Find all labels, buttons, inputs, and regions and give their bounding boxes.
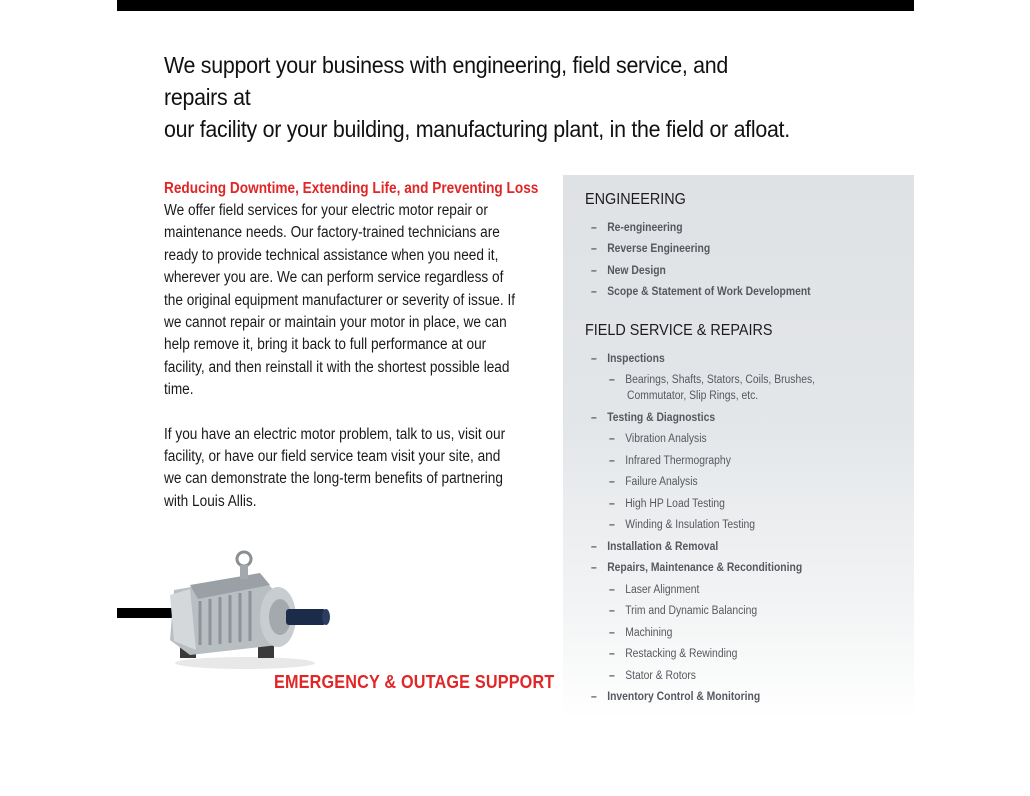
list-item: – New Design <box>591 265 666 277</box>
field-service-title: FIELD SERVICE & REPAIRS <box>585 322 773 339</box>
list-item: – Reverse Engineering <box>591 243 711 255</box>
sub-list-item: – Failure Analysis <box>609 476 698 488</box>
paragraph-2: If you have an electric motor problem, talk to us, visit our facility, or have our field service team visit your site, and we can demonstrate the long-term benefits of partnering with Louis Allis. <box>164 425 506 510</box>
sub-list-item: – Infrared Thermography <box>609 455 731 467</box>
list-item: – Testing & Diagnostics <box>591 412 716 424</box>
list-item: – Scope & Statement of Work Development <box>591 286 811 298</box>
list-item: – Inventory Control & Monitoring <box>591 691 761 703</box>
list-item: – Re-engineering <box>591 222 683 234</box>
electric-motor-image <box>160 545 330 670</box>
section-heading: Reducing Downtime, Extending Life, and Preventing Loss <box>164 180 539 197</box>
sub-list-item: – Winding & Insulation Testing <box>609 519 756 531</box>
paragraph-1: We offer field services for your electric motor repair or maintenance needs. Our factory-trained technicians are ready to provide technical assistance when you need it, wherever you are. We can perform service regardless of the original equipment manufacturer or severity of issue. If we cannot repair or maintain your motor in place, we can help remove it, bring it back to full performance at our facility, and then reinstall it with the shortest possible lead time. <box>164 202 516 399</box>
intro-line-2: our facility or your building, manufacturing plant, in the field or afloat. <box>164 116 790 142</box>
emergency-support-heading: EMERGENCY & OUTAGE SUPPORT <box>274 672 555 692</box>
sub-list-item: – Stator & Rotors <box>609 670 696 682</box>
list-item: – Installation & Removal <box>591 541 719 553</box>
top-bar <box>117 0 914 11</box>
sub-list-item: – Machining <box>609 627 673 639</box>
sub-list-item: – Restacking & Rewinding <box>609 648 738 660</box>
sub-list-item: – Bearings, Shafts, Stators, Coils, Brushes, <box>609 374 816 386</box>
sub-list-item: – High HP Load Testing <box>609 498 725 510</box>
list-item: – Repairs, Maintenance & Reconditioning <box>591 562 803 574</box>
list-item: – Inspections <box>591 353 665 365</box>
sub-list-item-continued: Commutator, Slip Rings, etc. <box>627 390 759 402</box>
sub-list-item: – Trim and Dynamic Balancing <box>609 605 758 617</box>
field-service-description <box>164 178 539 513</box>
engineering-title: ENGINEERING <box>585 191 686 208</box>
sub-list-item: – Vibration Analysis <box>609 433 707 445</box>
intro-text <box>164 49 796 145</box>
sub-list-item: – Laser Alignment <box>609 584 700 596</box>
services-panel <box>563 175 914 720</box>
intro-line-1: We support your business with engineering, field service, and repairs at <box>164 52 729 110</box>
